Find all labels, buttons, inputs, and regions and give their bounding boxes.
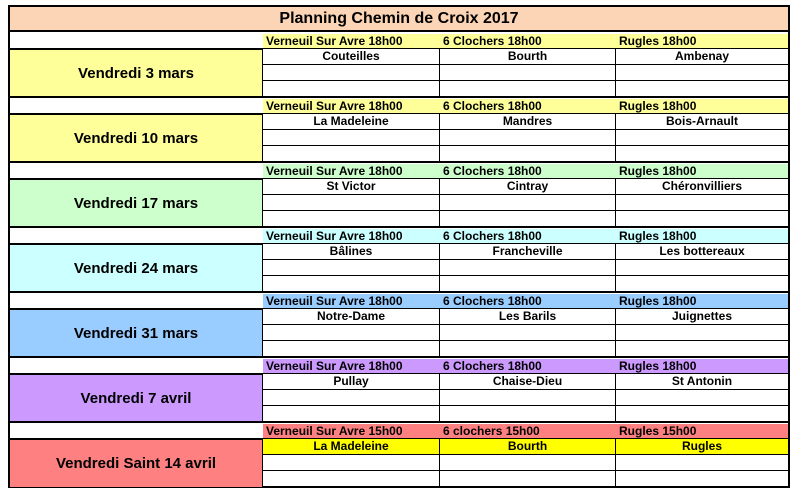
mass-time-label: Verneuil Sur Avre 18h00 — [266, 34, 403, 48]
mass-time-label: Rugles 18h00 — [619, 229, 697, 243]
church-name: Cintray — [440, 179, 616, 195]
empty-cell — [440, 455, 616, 471]
church-name: Bourth — [440, 439, 616, 455]
times-spacer — [10, 424, 263, 439]
times-row — [263, 34, 788, 49]
mass-time-label: Verneuil Sur Avre 18h00 — [266, 359, 403, 373]
day-block — [10, 292, 788, 357]
empty-cell — [263, 455, 440, 471]
empty-cell — [263, 341, 440, 357]
church-name: Juignettes — [616, 309, 788, 325]
mass-time-label: Rugles 18h00 — [619, 294, 697, 308]
day-label: Vendredi Saint 14 avril — [10, 439, 263, 487]
mass-time-label: Rugles 18h00 — [619, 34, 697, 48]
page-title: Planning Chemin de Croix 2017 — [10, 7, 788, 32]
empty-cell — [440, 390, 616, 406]
mass-time-label: Verneuil Sur Avre 18h00 — [266, 99, 403, 113]
day-block — [10, 162, 788, 227]
empty-cell — [616, 195, 788, 211]
day-label: Vendredi 17 mars — [10, 179, 263, 227]
empty-cell — [263, 81, 440, 97]
empty-cell — [616, 455, 788, 471]
empty-cell — [616, 341, 788, 357]
times-spacer — [10, 99, 263, 114]
times-spacer — [10, 34, 263, 49]
mass-time-label: 6 Clochers 18h00 — [443, 164, 542, 178]
mass-time-label: Verneuil Sur Avre 18h00 — [266, 164, 403, 178]
times-row — [263, 164, 788, 179]
church-name: Mandres — [440, 114, 616, 130]
mass-time-label: Verneuil Sur Avre 15h00 — [266, 424, 403, 438]
day-block — [10, 97, 788, 162]
mass-time-label: 6 Clochers 18h00 — [443, 359, 542, 373]
empty-cell — [616, 81, 788, 97]
empty-cell — [616, 406, 788, 422]
empty-cell — [440, 276, 616, 292]
day-block — [10, 357, 788, 422]
church-name: St Victor — [263, 179, 440, 195]
empty-cell — [263, 471, 440, 487]
times-row — [263, 359, 788, 374]
times-row — [263, 294, 788, 309]
day-label: Vendredi 3 mars — [10, 49, 263, 97]
empty-cell — [263, 195, 440, 211]
mass-time-label: Rugles 18h00 — [619, 99, 697, 113]
mass-time-label: 6 clochers 15h00 — [443, 424, 540, 438]
mass-time-label: Rugles 15h00 — [619, 424, 697, 438]
times-spacer — [10, 164, 263, 179]
empty-cell — [263, 65, 440, 81]
empty-cell — [263, 390, 440, 406]
times-spacer — [10, 359, 263, 374]
planning-sheet — [8, 5, 790, 488]
empty-cell — [440, 146, 616, 162]
empty-cell — [440, 325, 616, 341]
empty-cell — [616, 65, 788, 81]
church-name: Notre-Dame — [263, 309, 440, 325]
empty-cell — [440, 130, 616, 146]
church-name: St Antonin — [616, 374, 788, 390]
empty-cell — [616, 260, 788, 276]
empty-cell — [263, 276, 440, 292]
church-name: La Madeleine — [263, 114, 440, 130]
church-name: Les bottereaux — [616, 244, 788, 260]
day-label: Vendredi 31 mars — [10, 309, 263, 357]
church-name: Bois-Arnault — [616, 114, 788, 130]
mass-time-label: 6 Clochers 18h00 — [443, 294, 542, 308]
empty-cell — [440, 341, 616, 357]
day-label: Vendredi 24 mars — [10, 244, 263, 292]
church-name: Les Barils — [440, 309, 616, 325]
mass-time-label: 6 Clochers 18h00 — [443, 34, 542, 48]
day-block — [10, 227, 788, 292]
empty-cell — [616, 471, 788, 487]
empty-cell — [440, 471, 616, 487]
day-block — [10, 32, 788, 97]
empty-cell — [440, 81, 616, 97]
empty-cell — [263, 130, 440, 146]
mass-time-label: Rugles 18h00 — [619, 164, 697, 178]
times-row — [263, 424, 788, 439]
times-row — [263, 229, 788, 244]
mass-time-label: 6 Clochers 18h00 — [443, 229, 542, 243]
church-name: Pullay — [263, 374, 440, 390]
times-spacer — [10, 229, 263, 244]
empty-cell — [440, 260, 616, 276]
church-name: Francheville — [440, 244, 616, 260]
empty-cell — [616, 146, 788, 162]
empty-cell — [440, 406, 616, 422]
empty-cell — [616, 390, 788, 406]
church-name: La Madeleine — [263, 439, 440, 455]
empty-cell — [616, 211, 788, 227]
empty-cell — [616, 325, 788, 341]
empty-cell — [616, 130, 788, 146]
empty-cell — [616, 276, 788, 292]
day-label: Vendredi 7 avril — [10, 374, 263, 422]
mass-time-label: Rugles 18h00 — [619, 359, 697, 373]
church-name: Bourth — [440, 49, 616, 65]
empty-cell — [263, 260, 440, 276]
empty-cell — [263, 325, 440, 341]
mass-time-label: Verneuil Sur Avre 18h00 — [266, 294, 403, 308]
church-name: Chéronvilliers — [616, 179, 788, 195]
mass-time-label: Verneuil Sur Avre 18h00 — [266, 229, 403, 243]
church-name: Ambenay — [616, 49, 788, 65]
church-name: Bâlines — [263, 244, 440, 260]
empty-cell — [263, 211, 440, 227]
times-row — [263, 99, 788, 114]
church-name: Rugles — [616, 439, 788, 455]
church-name: Couteilles — [263, 49, 440, 65]
empty-cell — [263, 406, 440, 422]
day-block — [10, 422, 788, 487]
empty-cell — [263, 146, 440, 162]
empty-cell — [440, 65, 616, 81]
times-spacer — [10, 294, 263, 309]
mass-time-label: 6 Clochers 18h00 — [443, 99, 542, 113]
day-label: Vendredi 10 mars — [10, 114, 263, 162]
church-name: Chaise-Dieu — [440, 374, 616, 390]
empty-cell — [440, 195, 616, 211]
empty-cell — [440, 211, 616, 227]
